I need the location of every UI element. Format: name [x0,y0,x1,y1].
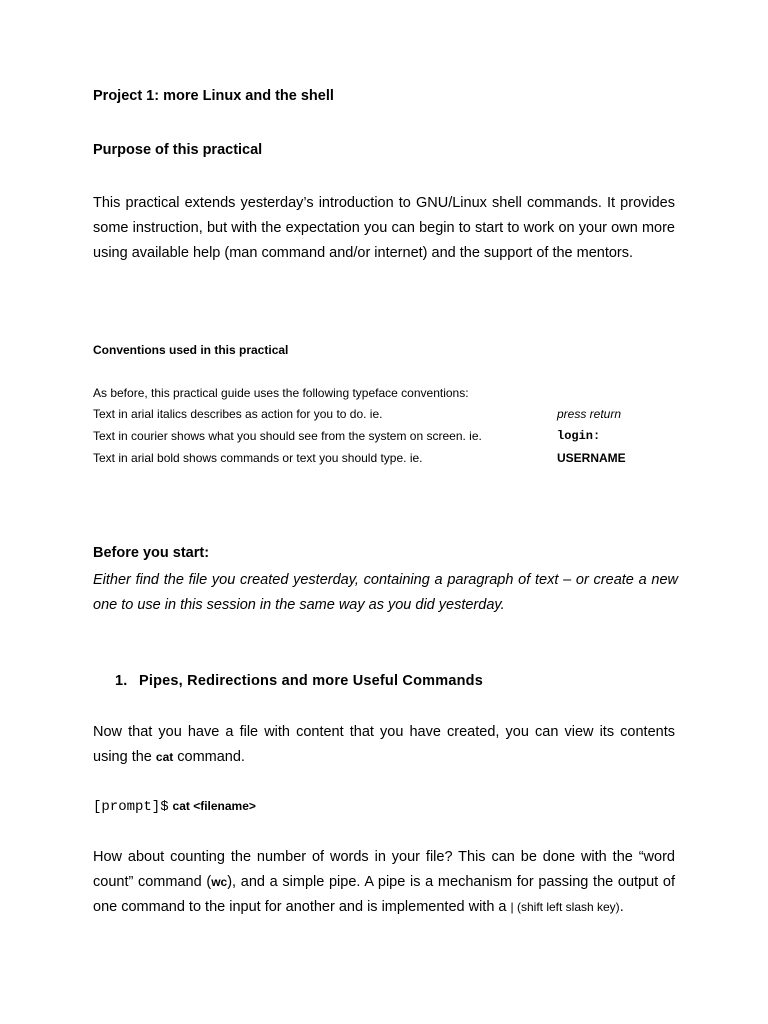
conventions-heading: Conventions used in this practical [93,343,289,357]
command-prompt-line [93,797,256,815]
before-start-heading: Before you start: [93,545,210,561]
section-1-heading [115,673,483,689]
convention-row-bold-example: USERNAME [557,451,626,465]
section-number: 1. [115,673,128,689]
cat-text-before: Now that you have a file with content that you have created, you can view its contents using the [93,724,675,765]
wc-command: wc [211,875,228,889]
before-start-paragraph: Either find the file you created yesterday, containing a paragraph of text – or create a new one to use in this session in the same way as you did yesterday. [93,572,678,613]
convention-row-courier-text: Text in courier shows what you should see from the system on screen. ie. [93,429,482,443]
cat-text-after: command. [173,749,245,765]
purpose-heading: Purpose of this practical [93,142,263,158]
convention-row-italics-example: press return [557,407,622,421]
conventions-intro: As before, this practical guide uses the following typeface conventions: [93,386,469,400]
convention-row-courier-example: login: [557,429,601,443]
purpose-paragraph: This practical extends yesterday’s introduction to GNU/Linux shell commands. It provides some instruction, but with the expectation you can begin to start to work on your own more using available help (man command and/or internet) and the support of the mentors. [93,195,675,261]
prompt-command: cat <filename> [172,799,256,813]
cat-paragraph [93,720,675,770]
wc-text-b: ), and a simple pipe. A pipe is a mechanism for passing the output of one command to the input for another and is implemented with a [93,874,675,915]
wc-text-a: How about counting the number of words in your file? This can be done with the “word count” command ( [93,849,675,890]
document-title: Project 1: more Linux and the shell [93,88,334,104]
wc-text-c: . [619,899,624,915]
convention-row-bold-text: Text in arial bold shows commands or text you should type. ie. [93,451,423,465]
pipe-key-hint: | (shift left slash key) [510,900,620,914]
wc-paragraph [93,845,675,920]
convention-row-italics-text: Text in arial italics describes as action for you to do. ie. [93,407,383,421]
prompt-text: [prompt]$ [93,799,169,815]
section-title: Pipes, Redirections and more Useful Commands [139,673,483,689]
cat-command: cat [155,750,174,764]
